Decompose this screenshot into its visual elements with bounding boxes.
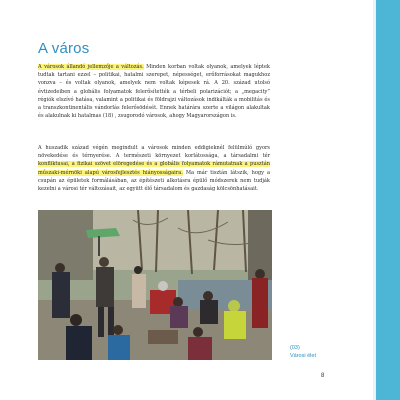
photo-caption-text: Városi élet <box>290 353 316 359</box>
paragraph-2 <box>38 144 270 193</box>
paragraph-2-highlight: konfliktusai, a fizikai szövet elöregedése és a globális folyamatok rámutatnak a pusztán műszaki-mérnöki alapú városfejlesztés hiányosságaira. <box>38 161 270 176</box>
paragraph-1 <box>38 63 270 120</box>
city-life-photo-illustration <box>38 210 272 360</box>
paragraph-2-text-start: A huszadik század végén megindult a városok minden eddigieknél felülmúló gyors növekedése és térnyerése. A természeti környezet korlátossága, a társadalmi tér <box>38 145 270 160</box>
paragraph-2-text-end: Ma már tisztán látszik, hogy a csupán az épületek formálásában, az építészeti alkotásra épülő módszerek nem tudják kezelni a városi tér változásait, az együtt élő társadalom és gazdaság kölcsönhatásait. <box>38 169 270 193</box>
page-title: A város <box>38 40 90 57</box>
paragraph-1-highlight: A városok állandó jellemzője a változás. <box>38 64 144 70</box>
paragraph-1-text: Minden korban voltak olyanok, amelyek léptek tudtak tartani ezzel – politikai, hatalmi szerepet, népességet, erőforrásokat magukhoz vonzva – és voltak olyanok, amelyek nem voltak képesek rá. A 20. század utolsó évtizedeiben a globális folyamatok felerősítették a térbeli polarizációt; a „megacity” régiók elszívó hatása, valamint a politikai és földrajzi változások indikálták a mobilitás és a transzkontinentális vándorlás felerősödését. Ennek határára szerte a világon alakultak és alakulnak ki hatalmas (18) , zsugorodó városok, ahogy Magyarországon is. <box>38 64 270 120</box>
photo-caption-label: (03) <box>290 345 300 351</box>
page-number: 8 <box>321 373 325 379</box>
city-life-photo <box>38 210 272 360</box>
side-bar-stripe <box>373 0 376 400</box>
side-color-bar <box>373 0 400 400</box>
photo-caption <box>290 344 316 360</box>
